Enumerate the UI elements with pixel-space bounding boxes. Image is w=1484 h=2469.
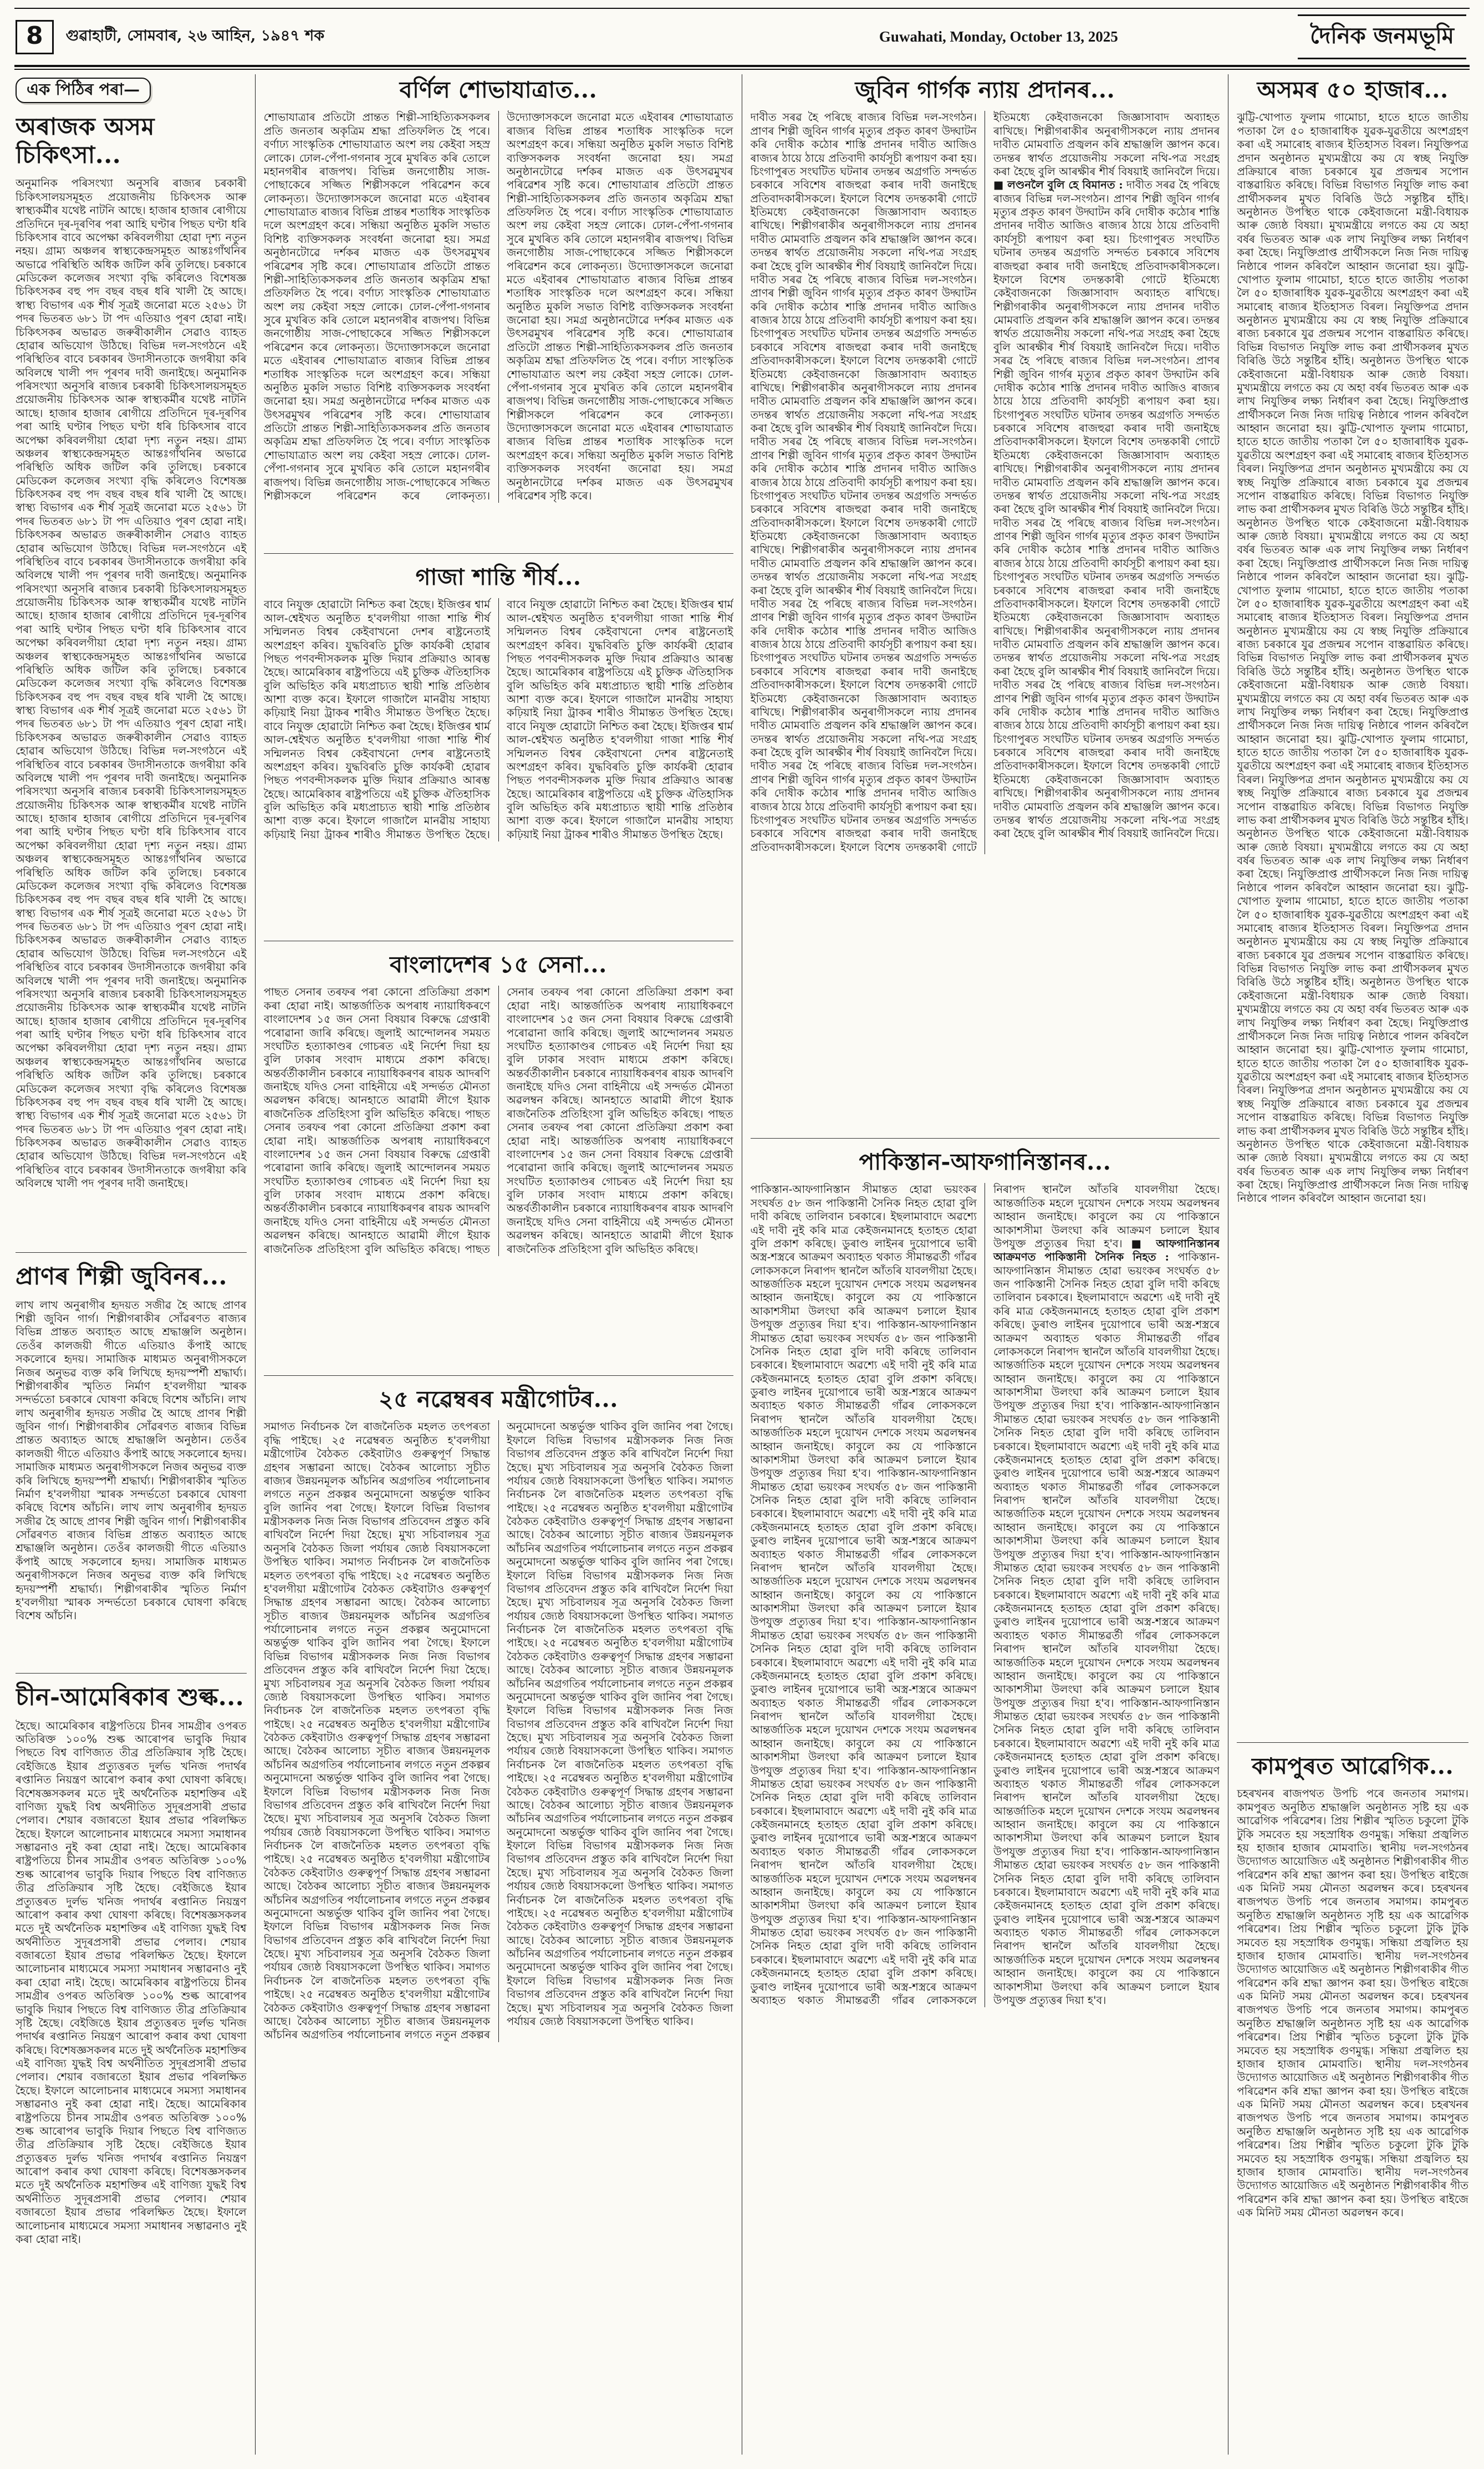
zubeen-justice-subhead: ■ লণ্ডনলৈ বুলি হে বিমানত : bbox=[993, 178, 1123, 192]
headline-pak-afghan: পাকিস্তান-আফগানিস্তানৰ... bbox=[859, 1149, 1111, 1175]
article-gaza bbox=[264, 562, 733, 941]
zubeen-justice-body-text-2: দাবীত সৰৱ হৈ পৰিছে ৰাজ্যৰ বিভিন্ন দল-সংগঠন। প্ৰাণৰ শিল্পী জুবিন গাৰ্গৰ মৃত্যুৰ প্ৰকৃত কাৰণ উদ্ঘাটন কৰি দোষীক কঠোৰ শাস্তি প্ৰদানৰ দাবীত আজিও ৰাজ্যৰ ঠায়ে ঠায়ে প্ৰতিবাদী কাৰ্যসূচী ৰূপায়ণ কৰা হয়। চিংগাপুৰত সংঘটিত ঘটনাৰ তদন্তৰ অগ্ৰগতি সন্দৰ্ভত চৰকাৰে সবিশেষ ৰাজহুৱা কৰাৰ দাবী জনাইছে প্ৰতিবাদকাৰীসকলে। ইফালে বিশেষ তদন্তকাৰী গোটে ইতিমধ্যে কেইবাজনকো জিজ্ঞাসাবাদ অব্যাহত ৰাখিছে। শিল্পীগৰাকীৰ অনুৰাগীসকলে ন্যায় প্ৰদানৰ দাবীত মোমবাতি প্ৰজ্বলন কৰি শ্ৰদ্ধাঞ্জলি জ্ঞাপন কৰে। তদন্তৰ স্বাৰ্থত প্ৰয়োজনীয় সকলো নথি-পত্ৰ সংগ্ৰহ কৰা হৈছে বুলি আৰক্ষীৰ শীৰ্ষ বিষয়াই জানিবলৈ দিয়ে। দাবীত সৰৱ হৈ পৰিছে ৰাজ্যৰ বিভিন্ন দল-সংগঠন। প্ৰাণৰ শিল্পী জুবিন গাৰ্গৰ মৃত্যুৰ প্ৰকৃত কাৰণ উদ্ঘাটন কৰি দোষীক কঠোৰ শাস্তি প্ৰদানৰ দাবীত আজিও ৰাজ্যৰ ঠায়ে ঠায়ে প্ৰতিবাদী কাৰ্যসূচী ৰূপায়ণ কৰা হয়। চিংগাপুৰত সংঘটিত ঘটনাৰ তদন্তৰ অগ্ৰগতি সন্দৰ্ভত চৰকাৰে সবিশেষ ৰাজহুৱা কৰাৰ দাবী জনাইছে প্ৰতিবাদকাৰীসকলে। ইফালে বিশেষ তদন্তকাৰী গোটে ইতিমধ্যে কেইবাজনকো জিজ্ঞাসাবাদ অব্যাহত ৰাখিছে। শিল্পীগৰাকীৰ অনুৰাগীসকলে ন্যায় প্ৰদানৰ দাবীত মোমবাতি প্ৰজ্বলন কৰি শ্ৰদ্ধাঞ্জলি জ্ঞাপন কৰে। তদন্তৰ স্বাৰ্থত প্ৰয়োজনীয় সকলো নথি-পত্ৰ সংগ্ৰহ কৰা হৈছে বুলি আৰক্ষীৰ শীৰ্ষ বিষয়াই জানিবলৈ দিয়ে। দাবীত সৰৱ হৈ পৰিছে ৰাজ্যৰ বিভিন্ন দল-সংগঠন। প্ৰাণৰ শিল্পী জুবিন গাৰ্গৰ মৃত্যুৰ প্ৰকৃত কাৰণ উদ্ঘাটন কৰি দোষীক কঠোৰ শাস্তি প্ৰদানৰ দাবীত আজিও ৰাজ্যৰ ঠায়ে ঠায়ে প্ৰতিবাদী কাৰ্যসূচী ৰূপায়ণ কৰা হয়। চিংগাপুৰত সংঘটিত ঘটনাৰ তদন্তৰ অগ্ৰগতি সন্দৰ্ভত চৰকাৰে সবিশেষ ৰাজহুৱা কৰাৰ দাবী জনাইছে প্ৰতিবাদকাৰীসকলে। ইফালে বিশেষ তদন্তকাৰী গোটে ইতিমধ্যে কেইবাজনকো জিজ্ঞাসাবাদ অব্যাহত ৰাখিছে। শিল্পীগৰাকীৰ অনুৰাগীসকলে ন্যায় প্ৰদানৰ দাবীত মোমবাতি প্ৰজ্বলন কৰি শ্ৰদ্ধাঞ্জলি জ্ঞাপন কৰে। তদন্তৰ স্বাৰ্থত প্ৰয়োজনীয় সকলো নথি-পত্ৰ সংগ্ৰহ কৰা হৈছে বুলি আৰক্ষীৰ শীৰ্ষ বিষয়াই জানিবলৈ দিয়ে। দাবীত সৰৱ হৈ পৰিছে ৰাজ্যৰ বিভিন্ন দল-সংগঠন। প্ৰাণৰ শিল্পী জুবিন গাৰ্গৰ মৃত্যুৰ প্ৰকৃত কাৰণ উদ্ঘাটন কৰি দোষীক কঠোৰ শাস্তি প্ৰদানৰ দাবীত আজিও ৰাজ্যৰ ঠায়ে ঠায়ে প্ৰতিবাদী কাৰ্যসূচী ৰূপায়ণ কৰা হয়। চিংগাপুৰত সংঘটিত ঘটনাৰ তদন্তৰ অগ্ৰগতি সন্দৰ্ভত চৰকাৰে সবিশেষ ৰাজহুৱা কৰাৰ দাবী জনাইছে প্ৰতিবাদকাৰীসকলে। ইফালে বিশেষ তদন্তকাৰী গোটে ইতিমধ্যে কেইবাজনকো জিজ্ঞাসাবাদ অব্যাহত ৰাখিছে। শিল্পীগৰাকীৰ অনুৰাগীসকলে ন্যায় প্ৰদানৰ দাবীত মোমবাতি প্ৰজ্বলন কৰি শ্ৰদ্ধাঞ্জলি জ্ঞাপন কৰে। তদন্তৰ স্বাৰ্থত প্ৰয়োজনীয় সকলো নথি-পত্ৰ সংগ্ৰহ কৰা হৈছে বুলি আৰক্ষীৰ শীৰ্ষ বিষয়াই জানিবলৈ দিয়ে। bbox=[993, 178, 1220, 840]
page-columns bbox=[14, 74, 1470, 2455]
pak-afghan-subhead: ■ আফগানিস্তানৰ আক্ৰমণত পাকিস্তানী সৈনিক নিহত : bbox=[993, 1237, 1220, 1264]
article-zubeen-artist bbox=[16, 1261, 247, 1674]
masthead-block bbox=[1298, 14, 1466, 59]
article-body-kampur: চহৰখনৰ ৰাজপথত উপচি পৰে জনতাৰ সমাগম। কামপুৰত অনুষ্ঠিত শ্ৰদ্ধাঞ্জলি অনুষ্ঠানত সৃষ্টি হয় এক আৱেগিক পৰিৱেশৰ। প্ৰিয় শিল্পীৰ স্মৃতিত চকুলো টুকি টুকি সমবেত হয় সহস্ৰাধিক গুণমুগ্ধ। সন্ধিয়া প্ৰজ্বলিত হয় হাজাৰ হাজাৰ মোমবাতি। স্থানীয় দল-সংগঠনৰ উদ্যোগত আয়োজিত এই অনুষ্ঠানত শিল্পীগৰাকীৰ গীত পৰিৱেশন কৰি শ্ৰদ্ধা জ্ঞাপন কৰা হয়। উপস্থিত ৰাইজে এক মিনিট সময় মৌনতা অৱলম্বন কৰে। চহৰখনৰ ৰাজপথত উপচি পৰে জনতাৰ সমাগম। কামপুৰত অনুষ্ঠিত শ্ৰদ্ধাঞ্জলি অনুষ্ঠানত সৃষ্টি হয় এক আৱেগিক পৰিৱেশৰ। প্ৰিয় শিল্পীৰ স্মৃতিত চকুলো টুকি টুকি সমবেত হয় সহস্ৰাধিক গুণমুগ্ধ। সন্ধিয়া প্ৰজ্বলিত হয় হাজাৰ হাজাৰ মোমবাতি। স্থানীয় দল-সংগঠনৰ উদ্যোগত আয়োজিত এই অনুষ্ঠানত শিল্পীগৰাকীৰ গীত পৰিৱেশন কৰি শ্ৰদ্ধা জ্ঞাপন কৰা হয়। উপস্থিত ৰাইজে এক মিনিট সময় মৌনতা অৱলম্বন কৰে। চহৰখনৰ ৰাজপথত উপচি পৰে জনতাৰ সমাগম। কামপুৰত অনুষ্ঠিত শ্ৰদ্ধাঞ্জলি অনুষ্ঠানত সৃষ্টি হয় এক আৱেগিক পৰিৱেশৰ। প্ৰিয় শিল্পীৰ স্মৃতিত চকুলো টুকি টুকি সমবেত হয় সহস্ৰাধিক গুণমুগ্ধ। সন্ধিয়া প্ৰজ্বলিত হয় হাজাৰ হাজাৰ মোমবাতি। স্থানীয় দল-সংগঠনৰ উদ্যোগত আয়োজিত এই অনুষ্ঠানত শিল্পীগৰাকীৰ গীত পৰিৱেশন কৰি শ্ৰদ্ধা জ্ঞাপন কৰা হয়। উপস্থিত ৰাইজে এক মিনিট সময় মৌনতা অৱলম্বন কৰে। চহৰখনৰ ৰাজপথত উপচি পৰে জনতাৰ সমাগম। কামপুৰত অনুষ্ঠিত শ্ৰদ্ধাঞ্জলি অনুষ্ঠানত সৃষ্টি হয় এক আৱেগিক পৰিৱেশৰ। প্ৰিয় শিল্পীৰ স্মৃতিত চকুলো টুকি টুকি সমবেত হয় সহস্ৰাধিক গুণমুগ্ধ। সন্ধিয়া প্ৰজ্বলিত হয় হাজাৰ হাজাৰ মোমবাতি। স্থানীয় দল-সংগঠনৰ উদ্যোগত আয়োজিত এই অনুষ্ঠানত শিল্পীগৰাকীৰ গীত পৰিৱেশন কৰি শ্ৰদ্ধা জ্ঞাপন কৰা হয়। উপস্থিত ৰাইজে এক মিনিট সময় মৌনতা অৱলম্বন কৰে। bbox=[1237, 1787, 1468, 2219]
headline-assam-50k: অসমৰ ৫০ হাজাৰ... bbox=[1257, 76, 1449, 103]
article-body-zubeen-justice bbox=[751, 111, 1220, 854]
continuation-label-text: এক পিঠিৰ পৰা— bbox=[27, 80, 140, 99]
article-assam-50k bbox=[1237, 74, 1468, 1743]
zubeen-justice-body-text: দাবীত সৰৱ হৈ পৰিছে ৰাজ্যৰ বিভিন্ন দল-সংগঠন। প্ৰাণৰ শিল্পী জুবিন গাৰ্গৰ মৃত্যুৰ প্ৰকৃত কাৰণ উদ্ঘাটন কৰি দোষীক কঠোৰ শাস্তি প্ৰদানৰ দাবীত আজিও ৰাজ্যৰ ঠায়ে ঠায়ে প্ৰতিবাদী কাৰ্যসূচী ৰূপায়ণ কৰা হয়। চিংগাপুৰত সংঘটিত ঘটনাৰ তদন্তৰ অগ্ৰগতি সন্দৰ্ভত চৰকাৰে সবিশেষ ৰাজহুৱা কৰাৰ দাবী জনাইছে প্ৰতিবাদকাৰীসকলে। ইফালে বিশেষ তদন্তকাৰী গোটে ইতিমধ্যে কেইবাজনকো জিজ্ঞাসাবাদ অব্যাহত ৰাখিছে। শিল্পীগৰাকীৰ অনুৰাগীসকলে ন্যায় প্ৰদানৰ দাবীত মোমবাতি প্ৰজ্বলন কৰি শ্ৰদ্ধাঞ্জলি জ্ঞাপন কৰে। তদন্তৰ স্বাৰ্থত প্ৰয়োজনীয় সকলো নথি-পত্ৰ সংগ্ৰহ কৰা হৈছে বুলি আৰক্ষীৰ শীৰ্ষ বিষয়াই জানিবলৈ দিয়ে। দাবীত সৰৱ হৈ পৰিছে ৰাজ্যৰ বিভিন্ন দল-সংগঠন। প্ৰাণৰ শিল্পী জুবিন গাৰ্গৰ মৃত্যুৰ প্ৰকৃত কাৰণ উদ্ঘাটন কৰি দোষীক কঠোৰ শাস্তি প্ৰদানৰ দাবীত আজিও ৰাজ্যৰ ঠায়ে ঠায়ে প্ৰতিবাদী কাৰ্যসূচী ৰূপায়ণ কৰা হয়। চিংগাপুৰত সংঘটিত ঘটনাৰ তদন্তৰ অগ্ৰগতি সন্দৰ্ভত চৰকাৰে সবিশেষ ৰাজহুৱা কৰাৰ দাবী জনাইছে প্ৰতিবাদকাৰীসকলে। ইফালে বিশেষ তদন্তকাৰী গোটে ইতিমধ্যে কেইবাজনকো জিজ্ঞাসাবাদ অব্যাহত ৰাখিছে। শিল্পীগৰাকীৰ অনুৰাগীসকলে ন্যায় প্ৰদানৰ দাবীত মোমবাতি প্ৰজ্বলন কৰি শ্ৰদ্ধাঞ্জলি জ্ঞাপন কৰে। তদন্তৰ স্বাৰ্থত প্ৰয়োজনীয় সকলো নথি-পত্ৰ সংগ্ৰহ কৰা হৈছে বুলি আৰক্ষীৰ শীৰ্ষ বিষয়াই জানিবলৈ দিয়ে। দাবীত সৰৱ হৈ পৰিছে ৰাজ্যৰ বিভিন্ন দল-সংগঠন। প্ৰাণৰ শিল্পী জুবিন গাৰ্গৰ মৃত্যুৰ প্ৰকৃত কাৰণ উদ্ঘাটন কৰি দোষীক কঠোৰ শাস্তি প্ৰদানৰ দাবীত আজিও ৰাজ্যৰ ঠায়ে ঠায়ে প্ৰতিবাদী কাৰ্যসূচী ৰূপায়ণ কৰা হয়। চিংগাপুৰত সংঘটিত ঘটনাৰ তদন্তৰ অগ্ৰগতি সন্দৰ্ভত চৰকাৰে সবিশেষ ৰাজহুৱা কৰাৰ দাবী জনাইছে প্ৰতিবাদকাৰীসকলে। ইফালে বিশেষ তদন্তকাৰী গোটে ইতিমধ্যে কেইবাজনকো জিজ্ঞাসাবাদ অব্যাহত ৰাখিছে। শিল্পীগৰাকীৰ অনুৰাগীসকলে ন্যায় প্ৰদানৰ দাবীত মোমবাতি প্ৰজ্বলন কৰি শ্ৰদ্ধাঞ্জলি জ্ঞাপন কৰে। তদন্তৰ স্বাৰ্থত প্ৰয়োজনীয় সকলো নথি-পত্ৰ সংগ্ৰহ কৰা হৈছে বুলি আৰক্ষীৰ শীৰ্ষ বিষয়াই জানিবলৈ দিয়ে। দাবীত সৰৱ হৈ পৰিছে ৰাজ্যৰ বিভিন্ন দল-সংগঠন। প্ৰাণৰ শিল্পী জুবিন গাৰ্গৰ মৃত্যুৰ প্ৰকৃত কাৰণ উদ্ঘাটন কৰি দোষীক কঠোৰ শাস্তি প্ৰদানৰ দাবীত আজিও ৰাজ্যৰ ঠায়ে ঠায়ে প্ৰতিবাদী কাৰ্যসূচী ৰূপায়ণ কৰা হয়। চিংগাপুৰত সংঘটিত ঘটনাৰ তদন্তৰ অগ্ৰগতি সন্দৰ্ভত চৰকাৰে সবিশেষ ৰাজহুৱা কৰাৰ দাবী জনাইছে প্ৰতিবাদকাৰীসকলে। ইফালে বিশেষ তদন্তকাৰী গোটে ইতিমধ্যে কেইবাজনকো জিজ্ঞাসাবাদ অব্যাহত ৰাখিছে। শিল্পীগৰাকীৰ অনুৰাগীসকলে ন্যায় প্ৰদানৰ দাবীত মোমবাতি প্ৰজ্বলন কৰি শ্ৰদ্ধাঞ্জলি জ্ঞাপন কৰে। তদন্তৰ স্বাৰ্থত প্ৰয়োজনীয় সকলো নথি-পত্ৰ সংগ্ৰহ কৰা হৈছে বুলি আৰক্ষীৰ শীৰ্ষ বিষয়াই জানিবলৈ দিয়ে। দাবীত সৰৱ হৈ পৰিছে ৰাজ্যৰ বিভিন্ন দল-সংগঠন। প্ৰাণৰ শিল্পী জুবিন গাৰ্গৰ মৃত্যুৰ প্ৰকৃত কাৰণ উদ্ঘাটন কৰি দোষীক কঠোৰ শাস্তি প্ৰদানৰ দাবীত আজিও ৰাজ্যৰ ঠায়ে ঠায়ে প্ৰতিবাদী কাৰ্যসূচী ৰূপায়ণ কৰা হয়। চিংগাপুৰত সংঘটিত ঘটনাৰ তদন্তৰ অগ্ৰগতি সন্দৰ্ভত চৰকাৰে সবিশেষ ৰাজহুৱা কৰাৰ দাবী জনাইছে প্ৰতিবাদকাৰীসকলে। ইফালে বিশেষ তদন্তকাৰী গোটে ইতিমধ্যে কেইবাজনকো জিজ্ঞাসাবাদ অব্যাহত ৰাখিছে। শিল্পীগৰাকীৰ অনুৰাগীসকলে ন্যায় প্ৰদানৰ দাবীত মোমবাতি প্ৰজ্বলন কৰি শ্ৰদ্ধাঞ্জলি জ্ঞাপন কৰে। তদন্তৰ স্বাৰ্থত প্ৰয়োজনীয় সকলো নথি-পত্ৰ সংগ্ৰহ কৰা হৈছে বুলি আৰক্ষীৰ শীৰ্ষ বিষয়াই জানিবলৈ দিয়ে। bbox=[750, 111, 1220, 854]
assamese-date: গুৱাহাটী, সোমবাৰ, ২৬ আহিন, ১৯৪৭ শক bbox=[65, 27, 325, 44]
headline-procession: বৰ্ণিল শোভাযাত্ৰাত... bbox=[399, 76, 598, 103]
article-china-us bbox=[16, 1681, 247, 2449]
page-header bbox=[14, 8, 1470, 65]
pak-afghan-body-text-2: পাকিস্তান-আফগানিস্তান সীমান্তত হোৱা ভয়ংকৰ সংঘৰ্ষত ৫৮ জন পাকিস্তানী সৈনিক নিহত হোৱা বুলি দাবী কৰিছে তালিবান চৰকাৰে। ইছলামাবাদে অৱশ্যে এই দাবী নুই কৰি মাত্ৰ কেইজনমানহে হতাহত হোৱা বুলি প্ৰকাশ কৰিছে। ডুৰাণ্ড লাইনৰ দুয়োপাৰে ভাৰী অস্ত্ৰ-শস্ত্ৰৰে আক্ৰমণ অব্যাহত থকাত সীমান্তৱৰ্তী গাঁৱৰ লোকসকলে নিৰাপদ স্থানলৈ আঁতৰি যাবলগীয়া হৈছে। আন্তৰ্জাতিক মহলে দুয়োখন দেশকে সংযম অৱলম্বনৰ আহ্বান জনাইছে। কাবুলে কয় যে পাকিস্তানে আকাশসীমা উলংঘা কৰি আক্ৰমণ চলালে ইয়াৰ উপযুক্ত প্ৰত্যুত্তৰ দিয়া হ'ব। পাকিস্তান-আফগানিস্তান সীমান্তত হোৱা ভয়ংকৰ সংঘৰ্ষত ৫৮ জন পাকিস্তানী সৈনিক নিহত হোৱা বুলি দাবী কৰিছে তালিবান চৰকাৰে। ইছলামাবাদে অৱশ্যে এই দাবী নুই কৰি মাত্ৰ কেইজনমানহে হতাহত হোৱা বুলি প্ৰকাশ কৰিছে। ডুৰাণ্ড লাইনৰ দুয়োপাৰে ভাৰী অস্ত্ৰ-শস্ত্ৰৰে আক্ৰমণ অব্যাহত থকাত সীমান্তৱৰ্তী গাঁৱৰ লোকসকলে নিৰাপদ স্থানলৈ আঁতৰি যাবলগীয়া হৈছে। আন্তৰ্জাতিক মহলে দুয়োখন দেশকে সংযম অৱলম্বনৰ আহ্বান জনাইছে। কাবুলে কয় যে পাকিস্তানে আকাশসীমা উলংঘা কৰি আক্ৰমণ চলালে ইয়াৰ উপযুক্ত প্ৰত্যুত্তৰ দিয়া হ'ব। পাকিস্তান-আফগানিস্তান সীমান্তত হোৱা ভয়ংকৰ সংঘৰ্ষত ৫৮ জন পাকিস্তানী সৈনিক নিহত হোৱা বুলি দাবী কৰিছে তালিবান চৰকাৰে। ইছলামাবাদে অৱশ্যে এই দাবী নুই কৰি মাত্ৰ কেইজনমানহে হতাহত হোৱা বুলি প্ৰকাশ কৰিছে। ডুৰাণ্ড লাইনৰ দুয়োপাৰে ভাৰী অস্ত্ৰ-শস্ত্ৰৰে আক্ৰমণ অব্যাহত থকাত সীমান্তৱৰ্তী গাঁৱৰ লোকসকলে নিৰাপদ স্থানলৈ আঁতৰি যাবলগীয়া হৈছে। আন্তৰ্জাতিক মহলে দুয়োখন দেশকে সংযম অৱলম্বনৰ আহ্বান জনাইছে। কাবুলে কয় যে পাকিস্তানে আকাশসীমা উলংঘা কৰি আক্ৰমণ চলালে ইয়াৰ উপযুক্ত প্ৰত্যুত্তৰ দিয়া হ'ব। পাকিস্তান-আফগানিস্তান সীমান্তত হোৱা ভয়ংকৰ সংঘৰ্ষত ৫৮ জন পাকিস্তানী সৈনিক নিহত হোৱা বুলি দাবী কৰিছে তালিবান চৰকাৰে। ইছলামাবাদে অৱশ্যে এই দাবী নুই কৰি মাত্ৰ কেইজনমানহে হতাহত হোৱা বুলি প্ৰকাশ কৰিছে। ডুৰাণ্ড লাইনৰ দুয়োপাৰে ভাৰী অস্ত্ৰ-শস্ত্ৰৰে আক্ৰমণ অব্যাহত থকাত সীমান্তৱৰ্তী গাঁৱৰ লোকসকলে নিৰাপদ স্থানলৈ আঁতৰি যাবলগীয়া হৈছে। আন্তৰ্জাতিক মহলে দুয়োখন দেশকে সংযম অৱলম্বনৰ আহ্বান জনাইছে। কাবুলে কয় যে পাকিস্তানে আকাশসীমা উলংঘা কৰি আক্ৰমণ চলালে ইয়াৰ উপযুক্ত প্ৰত্যুত্তৰ দিয়া হ'ব। পাকিস্তান-আফগানিস্তান সীমান্তত হোৱা ভয়ংকৰ সংঘৰ্ষত ৫৮ জন পাকিস্তানী সৈনিক নিহত হোৱা বুলি দাবী কৰিছে তালিবান চৰকাৰে। ইছলামাবাদে অৱশ্যে এই দাবী নুই কৰি মাত্ৰ কেইজনমানহে হতাহত হোৱা বুলি প্ৰকাশ কৰিছে। ডুৰাণ্ড লাইনৰ দুয়োপাৰে ভাৰী অস্ত্ৰ-শস্ত্ৰৰে আক্ৰমণ অব্যাহত থকাত সীমান্তৱৰ্তী গাঁৱৰ লোকসকলে নিৰাপদ স্থানলৈ আঁতৰি যাবলগীয়া হৈছে। আন্তৰ্জাতিক মহলে দুয়োখন দেশকে সংযম অৱলম্বনৰ আহ্বান জনাইছে। কাবুলে কয় যে পাকিস্তানে আকাশসীমা উলংঘা কৰি আক্ৰমণ চলালে ইয়াৰ উপযুক্ত প্ৰত্যুত্তৰ দিয়া হ'ব। bbox=[993, 1251, 1220, 2007]
article-body-pak-afghan bbox=[751, 1183, 1220, 2007]
article-body-china-us: হৈছে। আমেৰিকাৰ ৰাষ্ট্ৰপতিয়ে চীনৰ সামগ্ৰীৰ ওপৰত অতিৰিক্ত ১০০% শুল্ক আৰোপৰ ভাবুকি দিয়াৰ পিছতে বিশ্ব বাণিজ্যত তীব্ৰ প্ৰতিক্ৰিয়াৰ সৃষ্টি হৈছে। বেইজিঙে ইয়াৰ প্ৰত্যুত্তৰত দুৰ্লভ খনিজ পদাৰ্থৰ ৰপ্তানিত নিয়ন্ত্ৰণ আৰোপ কৰাৰ কথা ঘোষণা কৰিছে। বিশেষজ্ঞসকলৰ মতে দুই অৰ্থনৈতিক মহাশক্তিৰ এই বাণিজ্য যুদ্ধই বিশ্ব অৰ্থনীতিত সুদূৰপ্ৰসাৰী প্ৰভাৱ পেলাব। শেয়াৰ বজাৰতো ইয়াৰ প্ৰভাৱ পৰিলক্ষিত হৈছে। ইফালে আলোচনাৰ মাধ্যমেৰে সমস্যা সমাধানৰ সম্ভাৱনাও নুই কৰা হোৱা নাই। হৈছে। আমেৰিকাৰ ৰাষ্ট্ৰপতিয়ে চীনৰ সামগ্ৰীৰ ওপৰত অতিৰিক্ত ১০০% শুল্ক আৰোপৰ ভাবুকি দিয়াৰ পিছতে বিশ্ব বাণিজ্যত তীব্ৰ প্ৰতিক্ৰিয়াৰ সৃষ্টি হৈছে। বেইজিঙে ইয়াৰ প্ৰত্যুত্তৰত দুৰ্লভ খনিজ পদাৰ্থৰ ৰপ্তানিত নিয়ন্ত্ৰণ আৰোপ কৰাৰ কথা ঘোষণা কৰিছে। বিশেষজ্ঞসকলৰ মতে দুই অৰ্থনৈতিক মহাশক্তিৰ এই বাণিজ্য যুদ্ধই বিশ্ব অৰ্থনীতিত সুদূৰপ্ৰসাৰী প্ৰভাৱ পেলাব। শেয়াৰ বজাৰতো ইয়াৰ প্ৰভাৱ পৰিলক্ষিত হৈছে। ইফালে আলোচনাৰ মাধ্যমেৰে সমস্যা সমাধানৰ সম্ভাৱনাও নুই কৰা হোৱা নাই। হৈছে। আমেৰিকাৰ ৰাষ্ট্ৰপতিয়ে চীনৰ সামগ্ৰীৰ ওপৰত অতিৰিক্ত ১০০% শুল্ক আৰোপৰ ভাবুকি দিয়াৰ পিছতে বিশ্ব বাণিজ্যত তীব্ৰ প্ৰতিক্ৰিয়াৰ সৃষ্টি হৈছে। বেইজিঙে ইয়াৰ প্ৰত্যুত্তৰত দুৰ্লভ খনিজ পদাৰ্থৰ ৰপ্তানিত নিয়ন্ত্ৰণ আৰোপ কৰাৰ কথা ঘোষণা কৰিছে। বিশেষজ্ঞসকলৰ মতে দুই অৰ্থনৈতিক মহাশক্তিৰ এই বাণিজ্য যুদ্ধই বিশ্ব অৰ্থনীতিত সুদূৰপ্ৰসাৰী প্ৰভাৱ পেলাব। শেয়াৰ বজাৰতো ইয়াৰ প্ৰভাৱ পৰিলক্ষিত হৈছে। ইফালে আলোচনাৰ মাধ্যমেৰে সমস্যা সমাধানৰ সম্ভাৱনাও নুই কৰা হোৱা নাই। হৈছে। আমেৰিকাৰ ৰাষ্ট্ৰপতিয়ে চীনৰ সামগ্ৰীৰ ওপৰত অতিৰিক্ত ১০০% শুল্ক আৰোপৰ ভাবুকি দিয়াৰ পিছতে বিশ্ব বাণিজ্যত তীব্ৰ প্ৰতিক্ৰিয়াৰ সৃষ্টি হৈছে। বেইজিঙে ইয়াৰ প্ৰত্যুত্তৰত দুৰ্লভ খনিজ পদাৰ্থৰ ৰপ্তানিত নিয়ন্ত্ৰণ আৰোপ কৰাৰ কথা ঘোষণা কৰিছে। বিশেষজ্ঞসকলৰ মতে দুই অৰ্থনৈতিক মহাশক্তিৰ এই বাণিজ্য যুদ্ধই বিশ্ব অৰ্থনীতিত সুদূৰপ্ৰসাৰী প্ৰভাৱ পেলাব। শেয়াৰ বজাৰতো ইয়াৰ প্ৰভাৱ পৰিলক্ষিত হৈছে। ইফালে আলোচনাৰ মাধ্যমেৰে সমস্যা সমাধানৰ সম্ভাৱনাও নুই কৰা হোৱা নাই। bbox=[16, 1719, 247, 2246]
continuation-label bbox=[16, 78, 151, 103]
article-bangladesh bbox=[264, 949, 733, 1376]
article-zubeen-justice bbox=[751, 74, 1220, 1139]
article-kampur bbox=[1237, 1751, 1468, 2455]
article-body-november-ministers: সমাগত নিৰ্বাচনক লৈ ৰাজনৈতিক মহলত তৎপৰতা বৃদ্ধি পাইছে। ২৫ নৱেম্বৰত অনুষ্ঠিত হ'বলগীয়া মন্ত্ৰীগোটৰ বৈঠকত কেইবাটাও গুৰুত্বপূৰ্ণ সিদ্ধান্ত গ্ৰহণৰ সম্ভাৱনা আছে। বৈঠকৰ আলোচ্য সূচীত ৰাজ্যৰ উন্নয়নমূলক আঁচনিৰ অগ্ৰগতিৰ পৰ্যালোচনাৰ লগতে নতুন প্ৰকল্পৰ অনুমোদনো অন্তৰ্ভুক্ত থাকিব বুলি জানিব পৰা গৈছে। ইফালে বিভিন্ন বিভাগৰ মন্ত্ৰীসকলক নিজ নিজ বিভাগৰ প্ৰতিবেদন প্ৰস্তুত কৰি ৰাখিবলৈ নিৰ্দেশ দিয়া হৈছে। মুখ্য সচিবালয়ৰ সূত্ৰ অনুসৰি বৈঠকত জিলা পৰ্যায়ৰ জ্যেষ্ঠ বিষয়াসকলো উপস্থিত থাকিব। সমাগত নিৰ্বাচনক লৈ ৰাজনৈতিক মহলত তৎপৰতা বৃদ্ধি পাইছে। ২৫ নৱেম্বৰত অনুষ্ঠিত হ'বলগীয়া মন্ত্ৰীগোটৰ বৈঠকত কেইবাটাও গুৰুত্বপূৰ্ণ সিদ্ধান্ত গ্ৰহণৰ সম্ভাৱনা আছে। বৈঠকৰ আলোচ্য সূচীত ৰাজ্যৰ উন্নয়নমূলক আঁচনিৰ অগ্ৰগতিৰ পৰ্যালোচনাৰ লগতে নতুন প্ৰকল্পৰ অনুমোদনো অন্তৰ্ভুক্ত থাকিব বুলি জানিব পৰা গৈছে। ইফালে বিভিন্ন বিভাগৰ মন্ত্ৰীসকলক নিজ নিজ বিভাগৰ প্ৰতিবেদন প্ৰস্তুত কৰি ৰাখিবলৈ নিৰ্দেশ দিয়া হৈছে। মুখ্য সচিবালয়ৰ সূত্ৰ অনুসৰি বৈঠকত জিলা পৰ্যায়ৰ জ্যেষ্ঠ বিষয়াসকলো উপস্থিত থাকিব। সমাগত নিৰ্বাচনক লৈ ৰাজনৈতিক মহলত তৎপৰতা বৃদ্ধি পাইছে। ২৫ নৱেম্বৰত অনুষ্ঠিত হ'বলগীয়া মন্ত্ৰীগোটৰ বৈঠকত কেইবাটাও গুৰুত্বপূৰ্ণ সিদ্ধান্ত গ্ৰহণৰ সম্ভাৱনা আছে। বৈঠকৰ আলোচ্য সূচীত ৰাজ্যৰ উন্নয়নমূলক আঁচনিৰ অগ্ৰগতিৰ পৰ্যালোচনাৰ লগতে নতুন প্ৰকল্পৰ অনুমোদনো অন্তৰ্ভুক্ত থাকিব বুলি জানিব পৰা গৈছে। ইফালে বিভিন্ন বিভাগৰ মন্ত্ৰীসকলক নিজ নিজ বিভাগৰ প্ৰতিবেদন প্ৰস্তুত কৰি ৰাখিবলৈ নিৰ্দেশ দিয়া হৈছে। মুখ্য সচিবালয়ৰ সূত্ৰ অনুসৰি বৈঠকত জিলা পৰ্যায়ৰ জ্যেষ্ঠ বিষয়াসকলো উপস্থিত থাকিব। সমাগত নিৰ্বাচনক লৈ ৰাজনৈতিক মহলত তৎপৰতা বৃদ্ধি পাইছে। ২৫ নৱেম্বৰত অনুষ্ঠিত হ'বলগীয়া মন্ত্ৰীগোটৰ বৈঠকত কেইবাটাও গুৰুত্বপূৰ্ণ সিদ্ধান্ত গ্ৰহণৰ সম্ভাৱনা আছে। বৈঠকৰ আলোচ্য সূচীত ৰাজ্যৰ উন্নয়নমূলক আঁচনিৰ অগ্ৰগতিৰ পৰ্যালোচনাৰ লগতে নতুন প্ৰকল্পৰ অনুমোদনো অন্তৰ্ভুক্ত থাকিব বুলি জানিব পৰা গৈছে। ইফালে বিভিন্ন বিভাগৰ মন্ত্ৰীসকলক নিজ নিজ বিভাগৰ প্ৰতিবেদন প্ৰস্তুত কৰি ৰাখিবলৈ নিৰ্দেশ দিয়া হৈছে। মুখ্য সচিবালয়ৰ সূত্ৰ অনুসৰি বৈঠকত জিলা পৰ্যায়ৰ জ্যেষ্ঠ বিষয়াসকলো উপস্থিত থাকিব। সমাগত নিৰ্বাচনক লৈ ৰাজনৈতিক মহলত তৎপৰতা বৃদ্ধি পাইছে। ২৫ নৱেম্বৰত অনুষ্ঠিত হ'বলগীয়া মন্ত্ৰীগোটৰ বৈঠকত কেইবাটাও গুৰুত্বপূৰ্ণ সিদ্ধান্ত গ্ৰহণৰ সম্ভাৱনা আছে। বৈঠকৰ আলোচ্য সূচীত ৰাজ্যৰ উন্নয়নমূলক আঁচনিৰ অগ্ৰগতিৰ পৰ্যালোচনাৰ লগতে নতুন প্ৰকল্পৰ অনুমোদনো অন্তৰ্ভুক্ত থাকিব বুলি জানিব পৰা গৈছে। ইফালে বিভিন্ন বিভাগৰ মন্ত্ৰীসকলক নিজ নিজ বিভাগৰ প্ৰতিবেদন প্ৰস্তুত কৰি ৰাখিবলৈ নিৰ্দেশ দিয়া হৈছে। মুখ্য সচিবালয়ৰ সূত্ৰ অনুসৰি বৈঠকত জিলা পৰ্যায়ৰ জ্যেষ্ঠ বিষয়াসকলো উপস্থিত থাকিব। সমাগত নিৰ্বাচনক লৈ ৰাজনৈতিক মহলত তৎপৰতা বৃদ্ধি পাইছে। ২৫ নৱেম্বৰত অনুষ্ঠিত হ'বলগীয়া মন্ত্ৰীগোটৰ বৈঠকত কেইবাটাও গুৰুত্বপূৰ্ণ সিদ্ধান্ত গ্ৰহণৰ সম্ভাৱনা আছে। বৈঠকৰ আলোচ্য সূচীত ৰাজ্যৰ উন্নয়নমূলক আঁচনিৰ অগ্ৰগতিৰ পৰ্যালোচনাৰ লগতে নতুন প্ৰকল্পৰ অনুমোদনো অন্তৰ্ভুক্ত থাকিব বুলি জানিব পৰা গৈছে। ইফালে বিভিন্ন বিভাগৰ মন্ত্ৰীসকলক নিজ নিজ বিভাগৰ প্ৰতিবেদন প্ৰস্তুত কৰি ৰাখিবলৈ নিৰ্দেশ দিয়া হৈছে। মুখ্য সচিবালয়ৰ সূত্ৰ অনুসৰি বৈঠকত জিলা পৰ্যায়ৰ জ্যেষ্ঠ বিষয়াসকলো উপস্থিত থাকিব। সমাগত নিৰ্বাচনক লৈ ৰাজনৈতিক মহলত তৎপৰতা বৃদ্ধি পাইছে। ২৫ নৱেম্বৰত অনুষ্ঠিত হ'বলগীয়া মন্ত্ৰীগোটৰ বৈঠকত কেইবাটাও গুৰুত্বপূৰ্ণ সিদ্ধান্ত গ্ৰহণৰ সম্ভাৱনা আছে। বৈঠকৰ আলোচ্য সূচীত ৰাজ্যৰ উন্নয়নমূলক আঁচনিৰ অগ্ৰগতিৰ পৰ্যালোচনাৰ লগতে নতুন প্ৰকল্পৰ অনুমোদনো অন্তৰ্ভুক্ত থাকিব বুলি জানিব পৰা গৈছে। ইফালে বিভিন্ন বিভাগৰ মন্ত্ৰীসকলক নিজ নিজ বিভাগৰ প্ৰতিবেদন প্ৰস্তুত কৰি ৰাখিবলৈ নিৰ্দেশ দিয়া হৈছে। মুখ্য সচিবালয়ৰ সূত্ৰ অনুসৰি বৈঠকত জিলা পৰ্যায়ৰ জ্যেষ্ঠ বিষয়াসকলো উপস্থিত থাকিব। সমাগত নিৰ্বাচনক লৈ ৰাজনৈতিক মহলত তৎপৰতা বৃদ্ধি পাইছে। ২৫ নৱেম্বৰত অনুষ্ঠিত হ'বলগীয়া মন্ত্ৰীগোটৰ বৈঠকত কেইবাটাও গুৰুত্বপূৰ্ণ সিদ্ধান্ত গ্ৰহণৰ সম্ভাৱনা আছে। বৈঠকৰ আলোচ্য সূচীত ৰাজ্যৰ উন্নয়নমূলক আঁচনিৰ অগ্ৰগতিৰ পৰ্যালোচনাৰ লগতে নতুন প্ৰকল্পৰ অনুমোদনো অন্তৰ্ভুক্ত থাকিব বুলি জানিব পৰা গৈছে। ইফালে বিভিন্ন বিভাগৰ মন্ত্ৰীসকলক নিজ নিজ বিভাগৰ প্ৰতিবেদন প্ৰস্তুত কৰি ৰাখিবলৈ নিৰ্দেশ দিয়া হৈছে। মুখ্য সচিবালয়ৰ সূত্ৰ অনুসৰি বৈঠকত জিলা পৰ্যায়ৰ জ্যেষ্ঠ বিষয়াসকলো উপস্থিত থাকিব। সমাগত নিৰ্বাচনক লৈ ৰাজনৈতিক মহলত তৎপৰতা বৃদ্ধি পাইছে। ২৫ নৱেম্বৰত অনুষ্ঠিত হ'বলগীয়া মন্ত্ৰীগোটৰ বৈঠকত কেইবাটাও গুৰুত্বপূৰ্ণ সিদ্ধান্ত গ্ৰহণৰ সম্ভাৱনা আছে। বৈঠকৰ আলোচ্য সূচীত ৰাজ্যৰ উন্নয়নমূলক আঁচনিৰ অগ্ৰগতিৰ পৰ্যালোচনাৰ লগতে নতুন প্ৰকল্পৰ অনুমোদনো অন্তৰ্ভুক্ত থাকিব বুলি জানিব পৰা গৈছে। ইফালে বিভিন্ন বিভাগৰ মন্ত্ৰীসকলক নিজ নিজ বিভাগৰ প্ৰতিবেদন প্ৰস্তুত কৰি ৰাখিবলৈ নিৰ্দেশ দিয়া হৈছে। মুখ্য সচিবালয়ৰ সূত্ৰ অনুসৰি বৈঠকত জিলা পৰ্যায়ৰ জ্যেষ্ঠ বিষয়াসকলো উপস্থিত থাকিব। bbox=[263, 1420, 733, 2042]
article-procession bbox=[264, 74, 733, 554]
article-body-gaza: বাবে নিযুক্ত হোৱাটো নিশ্চিত কৰা হৈছে। ইজিপ্তৰ শ্বাৰ্ম আল-শ্বেইখত অনুষ্ঠিত হ'বলগীয়া গাজা শান্তি শীৰ্ষ সন্মিলনত বিশ্বৰ কেইবাখনো দেশৰ ৰাষ্ট্ৰনেতাই অংশগ্ৰহণ কৰিব। যুদ্ধবিৰতি চুক্তি কাৰ্যকৰী হোৱাৰ পিছত পণবন্দীসকলক মুক্তি দিয়াৰ প্ৰক্ৰিয়াও আৰম্ভ হৈছে। আমেৰিকাৰ ৰাষ্ট্ৰপতিয়ে এই চুক্তিক ঐতিহাসিক বুলি অভিহিত কৰি মধ্যপ্ৰাচ্যত স্থায়ী শান্তি প্ৰতিষ্ঠাৰ আশা ব্যক্ত কৰে। ইফালে গাজালৈ মানৱীয় সাহায্য কঢ়িয়াই নিয়া ট্ৰাকৰ শাৰীও সীমান্তত উপস্থিত হৈছে। বাবে নিযুক্ত হোৱাটো নিশ্চিত কৰা হৈছে। ইজিপ্তৰ শ্বাৰ্ম আল-শ্বেইখত অনুষ্ঠিত হ'বলগীয়া গাজা শান্তি শীৰ্ষ সন্মিলনত বিশ্বৰ কেইবাখনো দেশৰ ৰাষ্ট্ৰনেতাই অংশগ্ৰহণ কৰিব। যুদ্ধবিৰতি চুক্তি কাৰ্যকৰী হোৱাৰ পিছত পণবন্দীসকলক মুক্তি দিয়াৰ প্ৰক্ৰিয়াও আৰম্ভ হৈছে। আমেৰিকাৰ ৰাষ্ট্ৰপতিয়ে এই চুক্তিক ঐতিহাসিক বুলি অভিহিত কৰি মধ্যপ্ৰাচ্যত স্থায়ী শান্তি প্ৰতিষ্ঠাৰ আশা ব্যক্ত কৰে। ইফালে গাজালৈ মানৱীয় সাহায্য কঢ়িয়াই নিয়া ট্ৰাকৰ শাৰীও সীমান্তত উপস্থিত হৈছে। বাবে নিযুক্ত হোৱাটো নিশ্চিত কৰা হৈছে। ইজিপ্তৰ শ্বাৰ্ম আল-শ্বেইখত অনুষ্ঠিত হ'বলগীয়া গাজা শান্তি শীৰ্ষ সন্মিলনত বিশ্বৰ কেইবাখনো দেশৰ ৰাষ্ট্ৰনেতাই অংশগ্ৰহণ কৰিব। যুদ্ধবিৰতি চুক্তি কাৰ্যকৰী হোৱাৰ পিছত পণবন্দীসকলক মুক্তি দিয়াৰ প্ৰক্ৰিয়াও আৰম্ভ হৈছে। আমেৰিকাৰ ৰাষ্ট্ৰপতিয়ে এই চুক্তিক ঐতিহাসিক বুলি অভিহিত কৰি মধ্যপ্ৰাচ্যত স্থায়ী শান্তি প্ৰতিষ্ঠাৰ আশা ব্যক্ত কৰে। ইফালে গাজালৈ মানৱীয় সাহায্য কঢ়িয়াই নিয়া ট্ৰাকৰ শাৰীও সীমান্তত উপস্থিত হৈছে। বাবে নিযুক্ত হোৱাটো নিশ্চিত কৰা হৈছে। ইজিপ্তৰ শ্বাৰ্ম আল-শ্বেইখত অনুষ্ঠিত হ'বলগীয়া গাজা শান্তি শীৰ্ষ সন্মিলনত বিশ্বৰ কেইবাখনো দেশৰ ৰাষ্ট্ৰনেতাই অংশগ্ৰহণ কৰিব। যুদ্ধবিৰতি চুক্তি কাৰ্যকৰী হোৱাৰ পিছত পণবন্দীসকলক মুক্তি দিয়াৰ প্ৰক্ৰিয়াও আৰম্ভ হৈছে। আমেৰিকাৰ ৰাষ্ট্ৰপতিয়ে এই চুক্তিক ঐতিহাসিক বুলি অভিহিত কৰি মধ্যপ্ৰাচ্যত স্থায়ী শান্তি প্ৰতিষ্ঠাৰ আশা ব্যক্ত কৰে। ইফালে গাজালৈ মানৱীয় সাহায্য কঢ়িয়াই নিয়া ট্ৰাকৰ শাৰীও সীমান্তত উপস্থিত হৈছে। bbox=[263, 598, 733, 841]
column-2-3 bbox=[256, 74, 742, 2455]
column-6 bbox=[1228, 74, 1470, 2455]
article-pak-afghan bbox=[751, 1146, 1220, 2446]
header-rule bbox=[14, 65, 1470, 70]
page-number: 8 bbox=[16, 20, 54, 54]
article-body-bangladesh: পাছত সেনাৰ তৰফৰ পৰা কোনো প্ৰতিক্ৰিয়া প্ৰকাশ কৰা হোৱা নাই। আন্তৰ্জাতিক অপৰাধ ন্যায়াধিকৰণে বাংলাদেশৰ ১৫ জন সেনা বিষয়াৰ বিৰুদ্ধে গ্ৰেপ্তাৰী পৰোৱানা জাৰি কৰিছে। জুলাই আন্দোলনৰ সময়ত সংঘটিত হত্যাকাণ্ডৰ গোচৰত এই নিৰ্দেশ দিয়া হয় বুলি ঢাকাৰ সংবাদ মাধ্যমে প্ৰকাশ কৰিছে। অন্তৰ্বৰ্তীকালীন চৰকাৰে ন্যায়াধিকৰণৰ ৰায়ক আদৰণি জনাইছে যদিও সেনা বাহিনীয়ে এই সন্দৰ্ভত মৌনতা অৱলম্বন কৰিছে। আনহাতে আৱামী লীগে ইয়াক ৰাজনৈতিক প্ৰতিহিংসা বুলি অভিহিত কৰিছে। পাছত সেনাৰ তৰফৰ পৰা কোনো প্ৰতিক্ৰিয়া প্ৰকাশ কৰা হোৱা নাই। আন্তৰ্জাতিক অপৰাধ ন্যায়াধিকৰণে বাংলাদেশৰ ১৫ জন সেনা বিষয়াৰ বিৰুদ্ধে গ্ৰেপ্তাৰী পৰোৱানা জাৰি কৰিছে। জুলাই আন্দোলনৰ সময়ত সংঘটিত হত্যাকাণ্ডৰ গোচৰত এই নিৰ্দেশ দিয়া হয় বুলি ঢাকাৰ সংবাদ মাধ্যমে প্ৰকাশ কৰিছে। অন্তৰ্বৰ্তীকালীন চৰকাৰে ন্যায়াধিকৰণৰ ৰায়ক আদৰণি জনাইছে যদিও সেনা বাহিনীয়ে এই সন্দৰ্ভত মৌনতা অৱলম্বন কৰিছে। আনহাতে আৱামী লীগে ইয়াক ৰাজনৈতিক প্ৰতিহিংসা বুলি অভিহিত কৰিছে। পাছত সেনাৰ তৰফৰ পৰা কোনো প্ৰতিক্ৰিয়া প্ৰকাশ কৰা হোৱা নাই। আন্তৰ্জাতিক অপৰাধ ন্যায়াধিকৰণে বাংলাদেশৰ ১৫ জন সেনা বিষয়াৰ বিৰুদ্ধে গ্ৰেপ্তাৰী পৰোৱানা জাৰি কৰিছে। জুলাই আন্দোলনৰ সময়ত সংঘটিত হত্যাকাণ্ডৰ গোচৰত এই নিৰ্দেশ দিয়া হয় বুলি ঢাকাৰ সংবাদ মাধ্যমে প্ৰকাশ কৰিছে। অন্তৰ্বৰ্তীকালীন চৰকাৰে ন্যায়াধিকৰণৰ ৰায়ক আদৰণি জনাইছে যদিও সেনা বাহিনীয়ে এই সন্দৰ্ভত মৌনতা অৱলম্বন কৰিছে। আনহাতে আৱামী লীগে ইয়াক ৰাজনৈতিক প্ৰতিহিংসা বুলি অভিহিত কৰিছে। পাছত সেনাৰ তৰফৰ পৰা কোনো প্ৰতিক্ৰিয়া প্ৰকাশ কৰা হোৱা নাই। আন্তৰ্জাতিক অপৰাধ ন্যায়াধিকৰণে বাংলাদেশৰ ১৫ জন সেনা বিষয়াৰ বিৰুদ্ধে গ্ৰেপ্তাৰী পৰোৱানা জাৰি কৰিছে। জুলাই আন্দোলনৰ সময়ত সংঘটিত হত্যাকাণ্ডৰ গোচৰত এই নিৰ্দেশ দিয়া হয় বুলি ঢাকাৰ সংবাদ মাধ্যমে প্ৰকাশ কৰিছে। অন্তৰ্বৰ্তীকালীন চৰকাৰে ন্যায়াধিকৰণৰ ৰায়ক আদৰণি জনাইছে যদিও সেনা বাহিনীয়ে এই সন্দৰ্ভত মৌনতা অৱলম্বন কৰিছে। আনহাতে আৱামী লীগে ইয়াক ৰাজনৈতিক প্ৰতিহিংসা বুলি অভিহিত কৰিছে। bbox=[263, 986, 733, 1256]
english-date: Guwahati, Monday, October 13, 2025 bbox=[879, 28, 1118, 45]
masthead-title: দৈনিক জনমভূমি bbox=[1310, 23, 1454, 49]
headline-november-ministers: ২৫ নৱেম্বৰৰ মন্ত্ৰীগোটৰ... bbox=[379, 1386, 619, 1412]
article-body-medical: অনুমানিক পৰিসংখ্যা অনুসৰি ৰাজ্যৰ চৰকাৰী চিকিৎসালয়সমূহত প্ৰয়োজনীয় চিকিৎসক আৰু স্বাস্থ্যকৰ্মীৰ যথেষ্ট নাটনি আছে। হাজাৰ হাজাৰ ৰোগীয়ে প্ৰতিদিনে দূৰ-দূৰণিৰ পৰা আহি ঘণ্টাৰ পিছত ঘণ্টা ধৰি চিকিৎসাৰ বাবে অপেক্ষা কৰিবলগীয়া হোৱা দৃশ্য নতুন নহয়। গ্ৰাম্য অঞ্চলৰ স্বাস্থ্যকেন্দ্ৰসমূহত আন্তঃগাঁথনিৰ অভাৱে পৰিস্থিতি অধিক জটিল কৰি তুলিছে। চৰকাৰে মেডিকেল কলেজৰ সংখ্যা বৃদ্ধি কৰিলেও বিশেষজ্ঞ চিকিৎসকৰ বহু পদ বছৰ বছৰ ধৰি খালী হৈ আছে। স্বাস্থ্য বিভাগৰ এক শীৰ্ষ সূত্ৰই জনোৱা মতে ২৫৬১ টা পদৰ ভিতৰত ৬৮১ টা পদ এতিয়াও পূৰণ হোৱা নাই। চিকিৎসকৰ অভাৱত জৰুৰীকালীন সেৱাও ব্যাহত হোৱাৰ অভিযোগ উঠিছে। বিভিন্ন দল-সংগঠনে এই পৰিস্থিতিৰ বাবে চৰকাৰৰ উদাসীনতাকে জগৰীয়া কৰি অবিলম্বে খালী পদ পূৰণৰ দাবী জনাইছে। অনুমানিক পৰিসংখ্যা অনুসৰি ৰাজ্যৰ চৰকাৰী চিকিৎসালয়সমূহত প্ৰয়োজনীয় চিকিৎসক আৰু স্বাস্থ্যকৰ্মীৰ যথেষ্ট নাটনি আছে। হাজাৰ হাজাৰ ৰোগীয়ে প্ৰতিদিনে দূৰ-দূৰণিৰ পৰা আহি ঘণ্টাৰ পিছত ঘণ্টা ধৰি চিকিৎসাৰ বাবে অপেক্ষা কৰিবলগীয়া হোৱা দৃশ্য নতুন নহয়। গ্ৰাম্য অঞ্চলৰ স্বাস্থ্যকেন্দ্ৰসমূহত আন্তঃগাঁথনিৰ অভাৱে পৰিস্থিতি অধিক জটিল কৰি তুলিছে। চৰকাৰে মেডিকেল কলেজৰ সংখ্যা বৃদ্ধি কৰিলেও বিশেষজ্ঞ চিকিৎসকৰ বহু পদ বছৰ বছৰ ধৰি খালী হৈ আছে। স্বাস্থ্য বিভাগৰ এক শীৰ্ষ সূত্ৰই জনোৱা মতে ২৫৬১ টা পদৰ ভিতৰত ৬৮১ টা পদ এতিয়াও পূৰণ হোৱা নাই। চিকিৎসকৰ অভাৱত জৰুৰীকালীন সেৱাও ব্যাহত হোৱাৰ অভিযোগ উঠিছে। বিভিন্ন দল-সংগঠনে এই পৰিস্থিতিৰ বাবে চৰকাৰৰ উদাসীনতাকে জগৰীয়া কৰি অবিলম্বে খালী পদ পূৰণৰ দাবী জনাইছে। অনুমানিক পৰিসংখ্যা অনুসৰি ৰাজ্যৰ চৰকাৰী চিকিৎসালয়সমূহত প্ৰয়োজনীয় চিকিৎসক আৰু স্বাস্থ্যকৰ্মীৰ যথেষ্ট নাটনি আছে। হাজাৰ হাজাৰ ৰোগীয়ে প্ৰতিদিনে দূৰ-দূৰণিৰ পৰা আহি ঘণ্টাৰ পিছত ঘণ্টা ধৰি চিকিৎসাৰ বাবে অপেক্ষা কৰিবলগীয়া হোৱা দৃশ্য নতুন নহয়। গ্ৰাম্য অঞ্চলৰ স্বাস্থ্যকেন্দ্ৰসমূহত আন্তঃগাঁথনিৰ অভাৱে পৰিস্থিতি অধিক জটিল কৰি তুলিছে। চৰকাৰে মেডিকেল কলেজৰ সংখ্যা বৃদ্ধি কৰিলেও বিশেষজ্ঞ চিকিৎসকৰ বহু পদ বছৰ বছৰ ধৰি খালী হৈ আছে। স্বাস্থ্য বিভাগৰ এক শীৰ্ষ সূত্ৰই জনোৱা মতে ২৫৬১ টা পদৰ ভিতৰত ৬৮১ টা পদ এতিয়াও পূৰণ হোৱা নাই। চিকিৎসকৰ অভাৱত জৰুৰীকালীন সেৱাও ব্যাহত হোৱাৰ অভিযোগ উঠিছে। বিভিন্ন দল-সংগঠনে এই পৰিস্থিতিৰ বাবে চৰকাৰৰ উদাসীনতাকে জগৰীয়া কৰি অবিলম্বে খালী পদ পূৰণৰ দাবী জনাইছে। অনুমানিক পৰিসংখ্যা অনুসৰি ৰাজ্যৰ চৰকাৰী চিকিৎসালয়সমূহত প্ৰয়োজনীয় চিকিৎসক আৰু স্বাস্থ্যকৰ্মীৰ যথেষ্ট নাটনি আছে। হাজাৰ হাজাৰ ৰোগীয়ে প্ৰতিদিনে দূৰ-দূৰণিৰ পৰা আহি ঘণ্টাৰ পিছত ঘণ্টা ধৰি চিকিৎসাৰ বাবে অপেক্ষা কৰিবলগীয়া হোৱা দৃশ্য নতুন নহয়। গ্ৰাম্য অঞ্চলৰ স্বাস্থ্যকেন্দ্ৰসমূহত আন্তঃগাঁথনিৰ অভাৱে পৰিস্থিতি অধিক জটিল কৰি তুলিছে। চৰকাৰে মেডিকেল কলেজৰ সংখ্যা বৃদ্ধি কৰিলেও বিশেষজ্ঞ চিকিৎসকৰ বহু পদ বছৰ বছৰ ধৰি খালী হৈ আছে। স্বাস্থ্য বিভাগৰ এক শীৰ্ষ সূত্ৰই জনোৱা মতে ২৫৬১ টা পদৰ ভিতৰত ৬৮১ টা পদ এতিয়াও পূৰণ হোৱা নাই। চিকিৎসকৰ অভাৱত জৰুৰীকালীন সেৱাও ব্যাহত হোৱাৰ অভিযোগ উঠিছে। বিভিন্ন দল-সংগঠনে এই পৰিস্থিতিৰ বাবে চৰকাৰৰ উদাসীনতাকে জগৰীয়া কৰি অবিলম্বে খালী পদ পূৰণৰ দাবী জনাইছে। অনুমানিক পৰিসংখ্যা অনুসৰি ৰাজ্যৰ চৰকাৰী চিকিৎসালয়সমূহত প্ৰয়োজনীয় চিকিৎসক আৰু স্বাস্থ্যকৰ্মীৰ যথেষ্ট নাটনি আছে। হাজাৰ হাজাৰ ৰোগীয়ে প্ৰতিদিনে দূৰ-দূৰণিৰ পৰা আহি ঘণ্টাৰ পিছত ঘণ্টা ধৰি চিকিৎসাৰ বাবে অপেক্ষা কৰিবলগীয়া হোৱা দৃশ্য নতুন নহয়। গ্ৰাম্য অঞ্চলৰ স্বাস্থ্যকেন্দ্ৰসমূহত আন্তঃগাঁথনিৰ অভাৱে পৰিস্থিতি অধিক জটিল কৰি তুলিছে। চৰকাৰে মেডিকেল কলেজৰ সংখ্যা বৃদ্ধি কৰিলেও বিশেষজ্ঞ চিকিৎসকৰ বহু পদ বছৰ বছৰ ধৰি খালী হৈ আছে। স্বাস্থ্য বিভাগৰ এক শীৰ্ষ সূত্ৰই জনোৱা মতে ২৫৬১ টা পদৰ ভিতৰত ৬৮১ টা পদ এতিয়াও পূৰণ হোৱা নাই। চিকিৎসকৰ অভাৱত জৰুৰীকালীন সেৱাও ব্যাহত হোৱাৰ অভিযোগ উঠিছে। বিভিন্ন দল-সংগঠনে এই পৰিস্থিতিৰ বাবে চৰকাৰৰ উদাসীনতাকে জগৰীয়া কৰি অবিলম্বে খালী পদ পূৰণৰ দাবী জনাইছে। bbox=[16, 177, 247, 1190]
pak-afghan-body-text: পাকিস্তান-আফগানিস্তান সীমান্তত হোৱা ভয়ংকৰ সংঘৰ্ষত ৫৮ জন পাকিস্তানী সৈনিক নিহত হোৱা বুলি দাবী কৰিছে তালিবান চৰকাৰে। ইছলামাবাদে অৱশ্যে এই দাবী নুই কৰি মাত্ৰ কেইজনমানহে হতাহত হোৱা বুলি প্ৰকাশ কৰিছে। ডুৰাণ্ড লাইনৰ দুয়োপাৰে ভাৰী অস্ত্ৰ-শস্ত্ৰৰে আক্ৰমণ অব্যাহত থকাত সীমান্তৱৰ্তী গাঁৱৰ লোকসকলে নিৰাপদ স্থানলৈ আঁতৰি যাবলগীয়া হৈছে। আন্তৰ্জাতিক মহলে দুয়োখন দেশকে সংযম অৱলম্বনৰ আহ্বান জনাইছে। কাবুলে কয় যে পাকিস্তানে আকাশসীমা উলংঘা কৰি আক্ৰমণ চলালে ইয়াৰ উপযুক্ত প্ৰত্যুত্তৰ দিয়া হ'ব। পাকিস্তান-আফগানিস্তান সীমান্তত হোৱা ভয়ংকৰ সংঘৰ্ষত ৫৮ জন পাকিস্তানী সৈনিক নিহত হোৱা বুলি দাবী কৰিছে তালিবান চৰকাৰে। ইছলামাবাদে অৱশ্যে এই দাবী নুই কৰি মাত্ৰ কেইজনমানহে হতাহত হোৱা বুলি প্ৰকাশ কৰিছে। ডুৰাণ্ড লাইনৰ দুয়োপাৰে ভাৰী অস্ত্ৰ-শস্ত্ৰৰে আক্ৰমণ অব্যাহত থকাত সীমান্তৱৰ্তী গাঁৱৰ লোকসকলে নিৰাপদ স্থানলৈ আঁতৰি যাবলগীয়া হৈছে। আন্তৰ্জাতিক মহলে দুয়োখন দেশকে সংযম অৱলম্বনৰ আহ্বান জনাইছে। কাবুলে কয় যে পাকিস্তানে আকাশসীমা উলংঘা কৰি আক্ৰমণ চলালে ইয়াৰ উপযুক্ত প্ৰত্যুত্তৰ দিয়া হ'ব। পাকিস্তান-আফগানিস্তান সীমান্তত হোৱা ভয়ংকৰ সংঘৰ্ষত ৫৮ জন পাকিস্তানী সৈনিক নিহত হোৱা বুলি দাবী কৰিছে তালিবান চৰকাৰে। ইছলামাবাদে অৱশ্যে এই দাবী নুই কৰি মাত্ৰ কেইজনমানহে হতাহত হোৱা বুলি প্ৰকাশ কৰিছে। ডুৰাণ্ড লাইনৰ দুয়োপাৰে ভাৰী অস্ত্ৰ-শস্ত্ৰৰে আক্ৰমণ অব্যাহত থকাত সীমান্তৱৰ্তী গাঁৱৰ লোকসকলে নিৰাপদ স্থানলৈ আঁতৰি যাবলগীয়া হৈছে। আন্তৰ্জাতিক মহলে দুয়োখন দেশকে সংযম অৱলম্বনৰ আহ্বান জনাইছে। কাবুলে কয় যে পাকিস্তানে আকাশসীমা উলংঘা কৰি আক্ৰমণ চলালে ইয়াৰ উপযুক্ত প্ৰত্যুত্তৰ দিয়া হ'ব। পাকিস্তান-আফগানিস্তান সীমান্তত হোৱা ভয়ংকৰ সংঘৰ্ষত ৫৮ জন পাকিস্তানী সৈনিক নিহত হোৱা বুলি দাবী কৰিছে তালিবান চৰকাৰে। ইছলামাবাদে অৱশ্যে এই দাবী নুই কৰি মাত্ৰ কেইজনমানহে হতাহত হোৱা বুলি প্ৰকাশ কৰিছে। ডুৰাণ্ড লাইনৰ দুয়োপাৰে ভাৰী অস্ত্ৰ-শস্ত্ৰৰে আক্ৰমণ অব্যাহত থকাত সীমান্তৱৰ্তী গাঁৱৰ লোকসকলে নিৰাপদ স্থানলৈ আঁতৰি যাবলগীয়া হৈছে। আন্তৰ্জাতিক মহলে দুয়োখন দেশকে সংযম অৱলম্বনৰ আহ্বান জনাইছে। কাবুলে কয় যে পাকিস্তানে আকাশসীমা উলংঘা কৰি আক্ৰমণ চলালে ইয়াৰ উপযুক্ত প্ৰত্যুত্তৰ দিয়া হ'ব। পাকিস্তান-আফগানিস্তান সীমান্তত হোৱা ভয়ংকৰ সংঘৰ্ষত ৫৮ জন পাকিস্তানী সৈনিক নিহত হোৱা বুলি দাবী কৰিছে তালিবান চৰকাৰে। ইছলামাবাদে অৱশ্যে এই দাবী নুই কৰি মাত্ৰ কেইজনমানহে হতাহত হোৱা বুলি প্ৰকাশ কৰিছে। ডুৰাণ্ড লাইনৰ দুয়োপাৰে ভাৰী অস্ত্ৰ-শস্ত্ৰৰে আক্ৰমণ অব্যাহত থকাত সীমান্তৱৰ্তী গাঁৱৰ লোকসকলে নিৰাপদ স্থানলৈ আঁতৰি যাবলগীয়া হৈছে। আন্তৰ্জাতিক মহলে দুয়োখন দেশকে সংযম অৱলম্বনৰ আহ্বান জনাইছে। কাবুলে কয় যে পাকিস্তানে আকাশসীমা উলংঘা কৰি আক্ৰমণ চলালে ইয়াৰ উপযুক্ত প্ৰত্যুত্তৰ দিয়া হ'ব। পাকিস্তান-আফগানিস্তান সীমান্তত হোৱা ভয়ংকৰ সংঘৰ্ষত ৫৮ জন পাকিস্তানী সৈনিক নিহত হোৱা বুলি দাবী কৰিছে তালিবান চৰকাৰে। ইছলামাবাদে অৱশ্যে এই দাবী নুই কৰি মাত্ৰ কেইজনমানহে হতাহত হোৱা বুলি প্ৰকাশ কৰিছে। ডুৰাণ্ড লাইনৰ দুয়োপাৰে ভাৰী অস্ত্ৰ-শস্ত্ৰৰে আক্ৰমণ অব্যাহত থকাত সীমান্তৱৰ্তী গাঁৱৰ লোকসকলে নিৰাপদ স্থানলৈ আঁতৰি যাবলগীয়া হৈছে। আন্তৰ্জাতিক মহলে দুয়োখন দেশকে সংযম অৱলম্বনৰ আহ্বান জনাইছে। কাবুলে কয় যে পাকিস্তানে আকাশসীমা উলংঘা কৰি আক্ৰমণ চলালে ইয়াৰ উপযুক্ত প্ৰত্যুত্তৰ দিয়া হ'ব। bbox=[750, 1183, 1220, 2007]
headline-china-us: চীন-আমেৰিকাৰ শুল্ক... bbox=[16, 1684, 244, 1711]
article-body-assam-50k: ঝুট্টি-খোপাত ফুলাম গামোচা, হাতে হাতে জাতীয় পতাকা লৈ ৫০ হাজাৰাধিক যুৱক-যুৱতীয়ে অংশগ্ৰহণ কৰা এই সমাৰোহ ৰাজ্যৰ ইতিহাসত বিৰল। নিযুক্তিপত্ৰ প্ৰদান অনুষ্ঠানত মুখ্যমন্ত্ৰীয়ে কয় যে স্বচ্ছ নিযুক্তি প্ৰক্ৰিয়াৰে ৰাজ্য চৰকাৰে যুৱ প্ৰজন্মৰ সপোন বাস্তৱায়িত কৰিছে। বিভিন্ন বিভাগত নিযুক্তি লাভ কৰা প্ৰাৰ্থীসকলৰ মুখত বিৰিঙি উঠে সন্তুষ্টিৰ হাঁহি। অনুষ্ঠানত উপস্থিত থাকে কেইবাজনো মন্ত্ৰী-বিধায়ক আৰু জ্যেষ্ঠ বিষয়া। মুখ্যমন্ত্ৰীয়ে লগতে কয় যে অহা বৰ্ষৰ ভিতৰত আৰু এক লাখ নিযুক্তিৰ লক্ষ্য নিৰ্ধাৰণ কৰা হৈছে। নিযুক্তিপ্ৰাপ্ত প্ৰাৰ্থীসকলে নিজ নিজ দায়িত্ব নিষ্ঠাৰে পালন কৰিবলৈ আহ্বান জনোৱা হয়। ঝুট্টি-খোপাত ফুলাম গামোচা, হাতে হাতে জাতীয় পতাকা লৈ ৫০ হাজাৰাধিক যুৱক-যুৱতীয়ে অংশগ্ৰহণ কৰা এই সমাৰোহ ৰাজ্যৰ ইতিহাসত বিৰল। নিযুক্তিপত্ৰ প্ৰদান অনুষ্ঠানত মুখ্যমন্ত্ৰীয়ে কয় যে স্বচ্ছ নিযুক্তি প্ৰক্ৰিয়াৰে ৰাজ্য চৰকাৰে যুৱ প্ৰজন্মৰ সপোন বাস্তৱায়িত কৰিছে। বিভিন্ন বিভাগত নিযুক্তি লাভ কৰা প্ৰাৰ্থীসকলৰ মুখত বিৰিঙি উঠে সন্তুষ্টিৰ হাঁহি। অনুষ্ঠানত উপস্থিত থাকে কেইবাজনো মন্ত্ৰী-বিধায়ক আৰু জ্যেষ্ঠ বিষয়া। মুখ্যমন্ত্ৰীয়ে লগতে কয় যে অহা বৰ্ষৰ ভিতৰত আৰু এক লাখ নিযুক্তিৰ লক্ষ্য নিৰ্ধাৰণ কৰা হৈছে। নিযুক্তিপ্ৰাপ্ত প্ৰাৰ্থীসকলে নিজ নিজ দায়িত্ব নিষ্ঠাৰে পালন কৰিবলৈ আহ্বান জনোৱা হয়। ঝুট্টি-খোপাত ফুলাম গামোচা, হাতে হাতে জাতীয় পতাকা লৈ ৫০ হাজাৰাধিক যুৱক-যুৱতীয়ে অংশগ্ৰহণ কৰা এই সমাৰোহ ৰাজ্যৰ ইতিহাসত বিৰল। নিযুক্তিপত্ৰ প্ৰদান অনুষ্ঠানত মুখ্যমন্ত্ৰীয়ে কয় যে স্বচ্ছ নিযুক্তি প্ৰক্ৰিয়াৰে ৰাজ্য চৰকাৰে যুৱ প্ৰজন্মৰ সপোন বাস্তৱায়িত কৰিছে। বিভিন্ন বিভাগত নিযুক্তি লাভ কৰা প্ৰাৰ্থীসকলৰ মুখত বিৰিঙি উঠে সন্তুষ্টিৰ হাঁহি। অনুষ্ঠানত উপস্থিত থাকে কেইবাজনো মন্ত্ৰী-বিধায়ক আৰু জ্যেষ্ঠ বিষয়া। মুখ্যমন্ত্ৰীয়ে লগতে কয় যে অহা বৰ্ষৰ ভিতৰত আৰু এক লাখ নিযুক্তিৰ লক্ষ্য নিৰ্ধাৰণ কৰা হৈছে। নিযুক্তিপ্ৰাপ্ত প্ৰাৰ্থীসকলে নিজ নিজ দায়িত্ব নিষ্ঠাৰে পালন কৰিবলৈ আহ্বান জনোৱা হয়। ঝুট্টি-খোপাত ফুলাম গামোচা, হাতে হাতে জাতীয় পতাকা লৈ ৫০ হাজাৰাধিক যুৱক-যুৱতীয়ে অংশগ্ৰহণ কৰা এই সমাৰোহ ৰাজ্যৰ ইতিহাসত বিৰল। নিযুক্তিপত্ৰ প্ৰদান অনুষ্ঠানত মুখ্যমন্ত্ৰীয়ে কয় যে স্বচ্ছ নিযুক্তি প্ৰক্ৰিয়াৰে ৰাজ্য চৰকাৰে যুৱ প্ৰজন্মৰ সপোন বাস্তৱায়িত কৰিছে। বিভিন্ন বিভাগত নিযুক্তি লাভ কৰা প্ৰাৰ্থীসকলৰ মুখত বিৰিঙি উঠে সন্তুষ্টিৰ হাঁহি। অনুষ্ঠানত উপস্থিত থাকে কেইবাজনো মন্ত্ৰী-বিধায়ক আৰু জ্যেষ্ঠ বিষয়া। মুখ্যমন্ত্ৰীয়ে লগতে কয় যে অহা বৰ্ষৰ ভিতৰত আৰু এক লাখ নিযুক্তিৰ লক্ষ্য নিৰ্ধাৰণ কৰা হৈছে। নিযুক্তিপ্ৰাপ্ত প্ৰাৰ্থীসকলে নিজ নিজ দায়িত্ব নিষ্ঠাৰে পালন কৰিবলৈ আহ্বান জনোৱা হয়। ঝুট্টি-খোপাত ফুলাম গামোচা, হাতে হাতে জাতীয় পতাকা লৈ ৫০ হাজাৰাধিক যুৱক-যুৱতীয়ে অংশগ্ৰহণ কৰা এই সমাৰোহ ৰাজ্যৰ ইতিহাসত বিৰল। নিযুক্তিপত্ৰ প্ৰদান অনুষ্ঠানত মুখ্যমন্ত্ৰীয়ে কয় যে স্বচ্ছ নিযুক্তি প্ৰক্ৰিয়াৰে ৰাজ্য চৰকাৰে যুৱ প্ৰজন্মৰ সপোন বাস্তৱায়িত কৰিছে। বিভিন্ন বিভাগত নিযুক্তি লাভ কৰা প্ৰাৰ্থীসকলৰ মুখত বিৰিঙি উঠে সন্তুষ্টিৰ হাঁহি। অনুষ্ঠানত উপস্থিত থাকে কেইবাজনো মন্ত্ৰী-বিধায়ক আৰু জ্যেষ্ঠ বিষয়া। মুখ্যমন্ত্ৰীয়ে লগতে কয় যে অহা বৰ্ষৰ ভিতৰত আৰু এক লাখ নিযুক্তিৰ লক্ষ্য নিৰ্ধাৰণ কৰা হৈছে। নিযুক্তিপ্ৰাপ্ত প্ৰাৰ্থীসকলে নিজ নিজ দায়িত্ব নিষ্ঠাৰে পালন কৰিবলৈ আহ্বান জনোৱা হয়। ঝুট্টি-খোপাত ফুলাম গামোচা, হাতে হাতে জাতীয় পতাকা লৈ ৫০ হাজাৰাধিক যুৱক-যুৱতীয়ে অংশগ্ৰহণ কৰা এই সমাৰোহ ৰাজ্যৰ ইতিহাসত বিৰল। নিযুক্তিপত্ৰ প্ৰদান অনুষ্ঠানত মুখ্যমন্ত্ৰীয়ে কয় যে স্বচ্ছ নিযুক্তি প্ৰক্ৰিয়াৰে ৰাজ্য চৰকাৰে যুৱ প্ৰজন্মৰ সপোন বাস্তৱায়িত কৰিছে। বিভিন্ন বিভাগত নিযুক্তি লাভ কৰা প্ৰাৰ্থীসকলৰ মুখত বিৰিঙি উঠে সন্তুষ্টিৰ হাঁহি। অনুষ্ঠানত উপস্থিত থাকে কেইবাজনো মন্ত্ৰী-বিধায়ক আৰু জ্যেষ্ঠ বিষয়া। মুখ্যমন্ত্ৰীয়ে লগতে কয় যে অহা বৰ্ষৰ ভিতৰত আৰু এক লাখ নিযুক্তিৰ লক্ষ্য নিৰ্ধাৰণ কৰা হৈছে। নিযুক্তিপ্ৰাপ্ত প্ৰাৰ্থীসকলে নিজ নিজ দায়িত্ব নিষ্ঠাৰে পালন কৰিবলৈ আহ্বান জনোৱা হয়। ঝুট্টি-খোপাত ফুলাম গামোচা, হাতে হাতে জাতীয় পতাকা লৈ ৫০ হাজাৰাধিক যুৱক-যুৱতীয়ে অংশগ্ৰহণ কৰা এই সমাৰোহ ৰাজ্যৰ ইতিহাসত বিৰল। নিযুক্তিপত্ৰ প্ৰদান অনুষ্ঠানত মুখ্যমন্ত্ৰীয়ে কয় যে স্বচ্ছ নিযুক্তি প্ৰক্ৰিয়াৰে ৰাজ্য চৰকাৰে যুৱ প্ৰজন্মৰ সপোন বাস্তৱায়িত কৰিছে। বিভিন্ন বিভাগত নিযুক্তি লাভ কৰা প্ৰাৰ্থীসকলৰ মুখত বিৰিঙি উঠে সন্তুষ্টিৰ হাঁহি। অনুষ্ঠানত উপস্থিত থাকে কেইবাজনো মন্ত্ৰী-বিধায়ক আৰু জ্যেষ্ঠ বিষয়া। মুখ্যমন্ত্ৰীয়ে লগতে কয় যে অহা বৰ্ষৰ ভিতৰত আৰু এক লাখ নিযুক্তিৰ লক্ষ্য নিৰ্ধাৰণ কৰা হৈছে। নিযুক্তিপ্ৰাপ্ত প্ৰাৰ্থীসকলে নিজ নিজ দায়িত্ব নিষ্ঠাৰে পালন কৰিবলৈ আহ্বান জনোৱা হয়। bbox=[1237, 111, 1468, 1205]
headline-bangladesh: বাংলাদেশৰ ১৫ সেনা... bbox=[390, 951, 607, 978]
article-body-procession: শোভাযাত্ৰাৰ প্ৰতিটো প্ৰান্তত শিল্পী-সাহিত্যিকসকলৰ প্ৰতি জনতাৰ অকৃত্ৰিম শ্ৰদ্ধা প্ৰতিফলিত হৈ পৰে। বৰ্ণাঢ্য সাংস্কৃতিক শোভাযাত্ৰাত অংশ লয় কেইবা সহস্ৰ লোকে। ঢোল-পেঁপা-গগনাৰ সুৰে মুখৰিত কৰি তোলে মহানগৰীৰ ৰাজপথ। বিভিন্ন জনগোষ্ঠীয় সাজ-পোছাকেৰে সজ্জিত শিল্পীসকলে পৰিৱেশন কৰে লোকনৃত্য। উদ্যোক্তাসকলে জনোৱা মতে এইবাৰৰ শোভাযাত্ৰাত ৰাজ্যৰ বিভিন্ন প্ৰান্তৰ শতাধিক সাংস্কৃতিক দলে অংশগ্ৰহণ কৰে। সন্ধিয়া অনুষ্ঠিত মুকলি সভাত বিশিষ্ট ব্যক্তিসকলক সংবৰ্ধনা জনোৱা হয়। সমগ্ৰ অনুষ্ঠানটোৱে দৰ্শকৰ মাজত এক উৎসৱমুখৰ পৰিৱেশৰ সৃষ্টি কৰে। শোভাযাত্ৰাৰ প্ৰতিটো প্ৰান্তত শিল্পী-সাহিত্যিকসকলৰ প্ৰতি জনতাৰ অকৃত্ৰিম শ্ৰদ্ধা প্ৰতিফলিত হৈ পৰে। বৰ্ণাঢ্য সাংস্কৃতিক শোভাযাত্ৰাত অংশ লয় কেইবা সহস্ৰ লোকে। ঢোল-পেঁপা-গগনাৰ সুৰে মুখৰিত কৰি তোলে মহানগৰীৰ ৰাজপথ। বিভিন্ন জনগোষ্ঠীয় সাজ-পোছাকেৰে সজ্জিত শিল্পীসকলে পৰিৱেশন কৰে লোকনৃত্য। উদ্যোক্তাসকলে জনোৱা মতে এইবাৰৰ শোভাযাত্ৰাত ৰাজ্যৰ বিভিন্ন প্ৰান্তৰ শতাধিক সাংস্কৃতিক দলে অংশগ্ৰহণ কৰে। সন্ধিয়া অনুষ্ঠিত মুকলি সভাত বিশিষ্ট ব্যক্তিসকলক সংবৰ্ধনা জনোৱা হয়। সমগ্ৰ অনুষ্ঠানটোৱে দৰ্শকৰ মাজত এক উৎসৱমুখৰ পৰিৱেশৰ সৃষ্টি কৰে। শোভাযাত্ৰাৰ প্ৰতিটো প্ৰান্তত শিল্পী-সাহিত্যিকসকলৰ প্ৰতি জনতাৰ অকৃত্ৰিম শ্ৰদ্ধা প্ৰতিফলিত হৈ পৰে। বৰ্ণাঢ্য সাংস্কৃতিক শোভাযাত্ৰাত অংশ লয় কেইবা সহস্ৰ লোকে। ঢোল-পেঁপা-গগনাৰ সুৰে মুখৰিত কৰি তোলে মহানগৰীৰ ৰাজপথ। বিভিন্ন জনগোষ্ঠীয় সাজ-পোছাকেৰে সজ্জিত শিল্পীসকলে পৰিৱেশন কৰে লোকনৃত্য। উদ্যোক্তাসকলে জনোৱা মতে এইবাৰৰ শোভাযাত্ৰাত ৰাজ্যৰ বিভিন্ন প্ৰান্তৰ শতাধিক সাংস্কৃতিক দলে অংশগ্ৰহণ কৰে। সন্ধিয়া অনুষ্ঠিত মুকলি সভাত বিশিষ্ট ব্যক্তিসকলক সংবৰ্ধনা জনোৱা হয়। সমগ্ৰ অনুষ্ঠানটোৱে দৰ্শকৰ মাজত এক উৎসৱমুখৰ পৰিৱেশৰ সৃষ্টি কৰে। শোভাযাত্ৰাৰ প্ৰতিটো প্ৰান্তত শিল্পী-সাহিত্যিকসকলৰ প্ৰতি জনতাৰ অকৃত্ৰিম শ্ৰদ্ধা প্ৰতিফলিত হৈ পৰে। বৰ্ণাঢ্য সাংস্কৃতিক শোভাযাত্ৰাত অংশ লয় কেইবা সহস্ৰ লোকে। ঢোল-পেঁপা-গগনাৰ সুৰে মুখৰিত কৰি তোলে মহানগৰীৰ ৰাজপথ। বিভিন্ন জনগোষ্ঠীয় সাজ-পোছাকেৰে সজ্জিত শিল্পীসকলে পৰিৱেশন কৰে লোকনৃত্য। উদ্যোক্তাসকলে জনোৱা মতে এইবাৰৰ শোভাযাত্ৰাত ৰাজ্যৰ বিভিন্ন প্ৰান্তৰ শতাধিক সাংস্কৃতিক দলে অংশগ্ৰহণ কৰে। সন্ধিয়া অনুষ্ঠিত মুকলি সভাত বিশিষ্ট ব্যক্তিসকলক সংবৰ্ধনা জনোৱা হয়। সমগ্ৰ অনুষ্ঠানটোৱে দৰ্শকৰ মাজত এক উৎসৱমুখৰ পৰিৱেশৰ সৃষ্টি কৰে। শোভাযাত্ৰাৰ প্ৰতিটো প্ৰান্তত শিল্পী-সাহিত্যিকসকলৰ প্ৰতি জনতাৰ অকৃত্ৰিম শ্ৰদ্ধা প্ৰতিফলিত হৈ পৰে। বৰ্ণাঢ্য সাংস্কৃতিক শোভাযাত্ৰাত অংশ লয় কেইবা সহস্ৰ লোকে। ঢোল-পেঁপা-গগনাৰ সুৰে মুখৰিত কৰি তোলে মহানগৰীৰ ৰাজপথ। বিভিন্ন জনগোষ্ঠীয় সাজ-পোছাকেৰে সজ্জিত শিল্পীসকলে পৰিৱেশন কৰে লোকনৃত্য। উদ্যোক্তাসকলে জনোৱা মতে এইবাৰৰ শোভাযাত্ৰাত ৰাজ্যৰ বিভিন্ন প্ৰান্তৰ শতাধিক সাংস্কৃতিক দলে অংশগ্ৰহণ কৰে। সন্ধিয়া অনুষ্ঠিত মুকলি সভাত বিশিষ্ট ব্যক্তিসকলক সংবৰ্ধনা জনোৱা হয়। সমগ্ৰ অনুষ্ঠানটোৱে দৰ্শকৰ মাজত এক উৎসৱমুখৰ পৰিৱেশৰ সৃষ্টি কৰে। bbox=[263, 111, 733, 502]
column-1 bbox=[14, 74, 256, 2455]
header-left bbox=[16, 20, 699, 54]
article-november-ministers bbox=[264, 1384, 733, 2445]
article-medical bbox=[16, 111, 247, 1253]
article-body-zubeen-artist: লাখ লাখ অনুৰাগীৰ হৃদয়ত সজীৱ হৈ আছে প্ৰাণৰ শিল্পী জুবিন গাৰ্গ। শিল্পীগৰাকীৰ সোঁৱৰণত ৰাজ্যৰ বিভিন্ন প্ৰান্তত অব্যাহত আছে শ্ৰদ্ধাঞ্জলি অনুষ্ঠান। তেওঁৰ কালজয়ী গীতে এতিয়াও কঁপাই আছে সকলোৰে হৃদয়। সামাজিক মাধ্যমত অনুৰাগীসকলে নিজৰ অনুভৱ ব্যক্ত কৰি লিখিছে হৃদয়স্পৰ্শী শ্ৰদ্ধাৰ্ঘ্য। শিল্পীগৰাকীৰ স্মৃতিত নিৰ্মাণ হ'বলগীয়া স্মাৰক সন্দৰ্ভতো চৰকাৰে ঘোষণা কৰিছে বিশেষ আঁচনি। লাখ লাখ অনুৰাগীৰ হৃদয়ত সজীৱ হৈ আছে প্ৰাণৰ শিল্পী জুবিন গাৰ্গ। শিল্পীগৰাকীৰ সোঁৱৰণত ৰাজ্যৰ বিভিন্ন প্ৰান্তত অব্যাহত আছে শ্ৰদ্ধাঞ্জলি অনুষ্ঠান। তেওঁৰ কালজয়ী গীতে এতিয়াও কঁপাই আছে সকলোৰে হৃদয়। সামাজিক মাধ্যমত অনুৰাগীসকলে নিজৰ অনুভৱ ব্যক্ত কৰি লিখিছে হৃদয়স্পৰ্শী শ্ৰদ্ধাৰ্ঘ্য। শিল্পীগৰাকীৰ স্মৃতিত নিৰ্মাণ হ'বলগীয়া স্মাৰক সন্দৰ্ভতো চৰকাৰে ঘোষণা কৰিছে বিশেষ আঁচনি। লাখ লাখ অনুৰাগীৰ হৃদয়ত সজীৱ হৈ আছে প্ৰাণৰ শিল্পী জুবিন গাৰ্গ। শিল্পীগৰাকীৰ সোঁৱৰণত ৰাজ্যৰ বিভিন্ন প্ৰান্তত অব্যাহত আছে শ্ৰদ্ধাঞ্জলি অনুষ্ঠান। তেওঁৰ কালজয়ী গীতে এতিয়াও কঁপাই আছে সকলোৰে হৃদয়। সামাজিক মাধ্যমত অনুৰাগীসকলে নিজৰ অনুভৱ ব্যক্ত কৰি লিখিছে হৃদয়স্পৰ্শী শ্ৰদ্ধাৰ্ঘ্য। শিল্পীগৰাকীৰ স্মৃতিত নিৰ্মাণ হ'বলগীয়া স্মাৰক সন্দৰ্ভতো চৰকাৰে ঘোষণা কৰিছে বিশেষ আঁচনি। bbox=[16, 1298, 247, 1623]
headline-zubeen-artist: প্ৰাণৰ শিল্পী জুবিনৰ... bbox=[16, 1263, 227, 1290]
headline-kampur: কামপুৰত আৱেগিক... bbox=[1252, 1753, 1454, 1779]
headline-gaza: গাজা শান্তি শীৰ্ষ... bbox=[415, 564, 582, 590]
headline-medical: অৰাজক অসম চিকিৎসা... bbox=[16, 113, 155, 169]
headline-zubeen-justice: জুবিন গাৰ্গক ন্যায় প্ৰদানৰ... bbox=[855, 76, 1115, 103]
column-4-5 bbox=[742, 74, 1229, 2455]
